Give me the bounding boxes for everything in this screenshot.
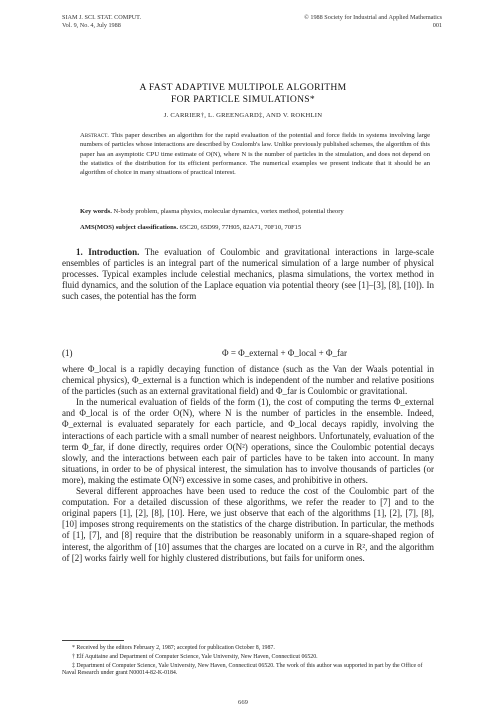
ams-classification <box>80 223 430 232</box>
page-number: 669 <box>238 699 248 706</box>
footnote-received: * Received by the editors February 2, 1987; accepted for publication October 8, 1987. <box>72 645 275 651</box>
ams-label: AMS(MOS) subject classifications. <box>80 224 178 231</box>
journal-header-right <box>304 14 442 29</box>
abstract-text: This paper describes an algorithm for the rapid evaluation of the potential and force fields in systems involving large numbers of particles whose interactions are described by Coulomb's law. Unlike previously published schemes, the algorithm of this paper has an asymptotic CPU time estimate of O(N), where N is the number of particles in the simulation, and does not depend on the statistics of the distribution for its efficient performance. The numerical examples we present indicate that it should be an algorithm of choice in many situations of practical interest. <box>80 132 431 177</box>
paragraph-2: where Φ_local is a rapidly decaying function of distance (such as the Van der Waals potential in chemical physics), Φ_external is a function which is independent of the number and relative positions of the particles (such as an external gravitational field) and Φ_far is Coulombic or gravitational. <box>62 364 434 397</box>
footnote-rule <box>62 640 124 641</box>
ams-text: 65C20, 65D99, 77H05, 82A71, 70F10, 70F15 <box>179 224 302 231</box>
journal-volume: Vol. 9, No. 4, July 1988 <box>62 21 121 29</box>
journal-name: SIAM J. SCI. STAT. COMPUT. <box>62 14 142 21</box>
equation-body: Φ = Φ_external + Φ_local + Φ_far <box>222 348 348 358</box>
header-code: 001 <box>432 21 442 29</box>
footnote-affiliation-2: ‡ Department of Computer Science, Yale University, New Haven, Connecticut 06520. The work of this author was supported in part by the Office of Naval Research under grant N00014-82-K-0184. <box>62 663 423 677</box>
abstract-label: Abstract. <box>80 132 109 139</box>
intro-text: The evaluation of Coulombic and gravitational interactions in large-scale ensembles of particles is an integral part of the numerical simulation of a large number of physical processes. Typical examples include celestial mechanics, plasma simulations, the vortex method in fluid dynamics, and the solution of the Laplace equation via potential theory (see [1]–[3], [8], [10]). In such cases, the potential has the form <box>62 247 434 302</box>
paper-title-line-1: A FAST ADAPTIVE MULTIPOLE ALGORITHM <box>139 82 347 93</box>
intro-paragraph-1 <box>62 247 434 302</box>
journal-header-left <box>62 14 141 29</box>
body-text <box>62 364 434 564</box>
paragraph-4: Several different approaches have been used to reduce the cost of the Coulombic part of the computation. For a detailed discussion of these algorithms, we refer the reader to [7] and to the original papers [1], [2], [8], [10]. Here, we just observe that each of the algorithms [1], [2], [7], [8], [10] imposes strong requirements on the statistics of the charge distribution. In particular, the methods of [1], [7], and [8] require that the distribution be reasonably uniform in a square-shaped region of interest, the algorithm of [10] assumes that the charges are located on a curve in R², and the algorithm of [2] works fairly well for highly clustered distributions, but fails for uniform ones. <box>62 486 434 563</box>
section-heading: 1. Introduction. <box>76 247 140 257</box>
keywords-label: Key words. <box>80 208 112 215</box>
paragraph-3: In the numerical evaluation of fields of the form (1), the cost of computing the terms Φ_external and Φ_local is of the order O(N), where N is the number of particles in the ensemble. Indeed, Φ_external is evaluated separately for each particle, and Φ_local decays rapidly, involving the interactions of each particle with a small number of nearest neighbors. Unfortunately, evaluation of the term Φ_far, if done directly, requires order O(N²) operations, since the Coulombic potential decays slowly, and the interactions between each pair of particles have to be taken into account. In many situations, in order to be of physical interest, the simulation has to involve thousands of particles (or more), making the estimate O(N²) excessive in some cases, and prohibitive in others. <box>62 397 434 485</box>
keywords-text: N-body problem, plasma physics, molecular dynamics, vortex method, potential theory <box>113 208 344 215</box>
equation-number: (1) <box>62 348 73 358</box>
author-list: J. CARRIER†, L. GREENGARD‡, AND V. ROKHLIN <box>163 112 323 119</box>
equation-1 <box>62 348 434 360</box>
footnote-affiliation-1: † Elf Aquitaine and Department of Computer Science, Yale University, New Haven, Connecticut 06520. <box>72 654 318 660</box>
paper-title-line-2: FOR PARTICLE SIMULATIONS* <box>170 94 316 105</box>
copyright-line: © 1988 Society for Industrial and Applied Mathematics <box>304 14 442 21</box>
keywords <box>80 207 430 216</box>
abstract <box>80 131 430 177</box>
